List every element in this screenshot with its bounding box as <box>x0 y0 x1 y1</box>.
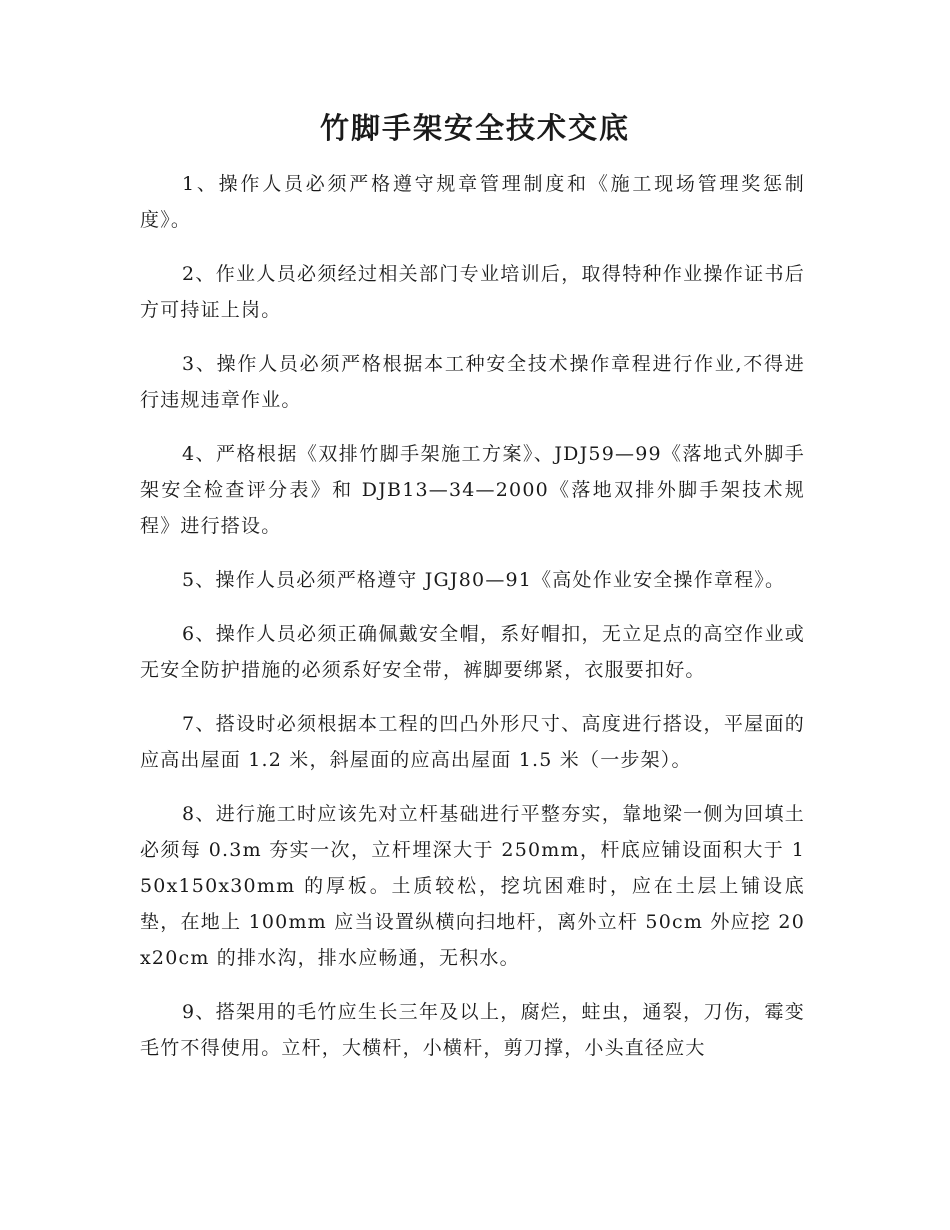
paragraph-6: 6、操作人员必须正确佩戴安全帽，系好帽扣，无立足点的高空作业或无安全防护措施的必须系好安全带，裤脚要绑紧，衣服要扣好。 <box>140 623 805 681</box>
paragraph-9: 9、搭架用的毛竹应生长三年及以上，腐烂，蛀虫，通裂，刀伤，霉变毛竹不得使用。立杆，大横杆，小横杆，剪刀撑，小头直径应大 <box>140 1001 805 1059</box>
paragraph-5: 5、操作人员必须严格遵守 JGJ80—91《高处作业安全操作章程》。 <box>182 569 786 591</box>
document-body <box>140 166 805 1084</box>
paragraph-7: 7、搭设时必须根据本工程的凹凸外形尺寸、高度进行搭设，平屋面的应高出屋面 1.2 米，斜屋面的应高出屋面 1.5 米（一步架）。 <box>140 713 805 771</box>
paragraph-4: 4、严格根据《双排竹脚手架施工方案》、JDJ59—99《落地式外脚手架安全检查评分表》和 DJB13—34—2000《落地双排外脚手架技术规程》进行搭设。 <box>140 443 805 537</box>
paragraph-2: 2、作业人员必须经过相关部门专业培训后，取得特种作业操作证书后方可持证上岗。 <box>140 263 805 321</box>
document-title: 竹脚手架安全技术交底 <box>319 111 630 145</box>
paragraph-3: 3、操作人员必须严格根据本工种安全技术操作章程进行作业,不得进行违规违章作业。 <box>140 353 805 411</box>
paragraph-8: 8、进行施工时应该先对立杆基础进行平整夯实，靠地梁一侧为回填土必须每 0.3m 夯实一次，立杆埋深大于 250mm，杆底应铺设面积大于 150x150x30mm 的厚板。土质较松，挖坑困难时，应在土层上铺设底垫，在地上 100mm 应当设置纵横向扫地杆，离外立杆 50cm 外应挖 20x20cm 的排水沟，排水应畅通，无积水。 <box>140 803 805 969</box>
paragraph-1: 1、操作人员必须严格遵守规章管理制度和《施工现场管理奖惩制度》。 <box>140 173 805 231</box>
